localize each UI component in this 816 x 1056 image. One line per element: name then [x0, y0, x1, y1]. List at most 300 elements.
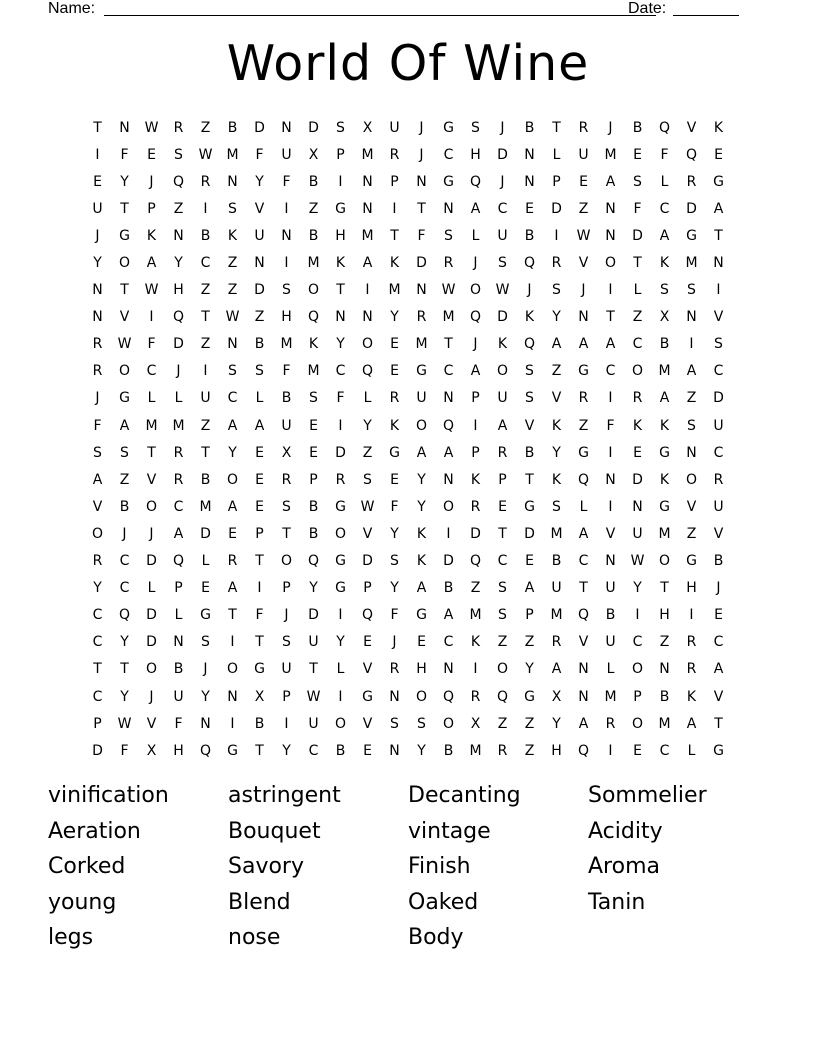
grid-letter: N	[335, 309, 346, 326]
grid-letter: H	[551, 742, 562, 759]
grid-letter: N	[173, 227, 184, 244]
grid-letter: N	[281, 119, 292, 136]
grid-letter: M	[388, 282, 401, 299]
grid-letter: D	[200, 525, 211, 542]
grid-letter: F	[417, 227, 426, 244]
grid-letter: R	[605, 715, 616, 732]
grid-letter: K	[335, 255, 346, 272]
grid-letter: P	[390, 173, 399, 190]
grid-letter: F	[606, 417, 615, 434]
grid-letter: T	[147, 444, 156, 461]
grid-letter: Z	[254, 309, 265, 326]
grid-letter: R	[227, 553, 238, 570]
grid-letter: W	[441, 282, 456, 299]
grid-letter: G	[416, 607, 427, 624]
grid-letter: E	[147, 146, 156, 163]
grid-letter: U	[389, 119, 400, 136]
grid-letter: M	[307, 255, 320, 272]
word-list-item: young	[48, 889, 117, 915]
grid-letter: O	[91, 525, 104, 542]
grid-letter: R	[416, 309, 427, 326]
grid-letter: C	[497, 553, 508, 570]
grid-letter: V	[362, 525, 373, 542]
grid-letter: J	[149, 525, 154, 542]
grid-letter: S	[498, 607, 507, 624]
word-list-item: vintage	[408, 818, 491, 844]
grid-letter: Y	[417, 498, 426, 515]
word-list-item: vinification	[48, 783, 169, 808]
grid-letter: S	[363, 471, 372, 488]
grid-letter: N	[92, 282, 103, 299]
grid-letter: K	[497, 336, 508, 353]
grid-letter: I	[338, 688, 343, 705]
grid-letter: M	[550, 607, 563, 624]
grid-letter: Y	[552, 715, 561, 732]
grid-row	[84, 304, 732, 331]
grid-letter: C	[443, 363, 454, 380]
grid-letter: D	[92, 742, 103, 759]
grid-letter: E	[309, 444, 318, 461]
grid-letter: J	[95, 390, 100, 407]
grid-letter: S	[228, 363, 237, 380]
grid-letter: T	[255, 634, 264, 651]
grid-letter: N	[416, 173, 427, 190]
grid-letter: J	[473, 336, 478, 353]
grid-letter: D	[362, 553, 373, 570]
grid-letter: V	[551, 390, 562, 407]
date-line	[673, 15, 739, 16]
grid-letter: Y	[390, 580, 399, 597]
grid-letter: S	[336, 119, 345, 136]
grid-letter: U	[92, 200, 103, 217]
grid-row	[84, 710, 732, 737]
grid-letter: C	[92, 607, 103, 624]
grid-letter: S	[498, 580, 507, 597]
grid-letter: Y	[201, 688, 210, 705]
grid-letter: M	[199, 498, 212, 515]
grid-letter: R	[686, 634, 697, 651]
grid-letter: B	[524, 119, 535, 136]
grid-letter: Q	[442, 688, 455, 705]
grid-letter: Z	[227, 282, 238, 299]
grid-letter: G	[362, 688, 373, 705]
grid-letter: N	[416, 282, 427, 299]
grid-letter: P	[282, 580, 291, 597]
grid-letter: M	[469, 742, 482, 759]
grid-letter: W	[144, 119, 159, 136]
word-list-item: Tanin	[588, 889, 646, 915]
grid-letter: T	[714, 715, 723, 732]
grid-row	[84, 683, 732, 710]
grid-letter: X	[551, 688, 562, 705]
word-list-item: Acidity	[588, 818, 663, 844]
grid-letter: R	[92, 553, 103, 570]
grid-letter: C	[146, 363, 157, 380]
grid-letter: I	[203, 200, 208, 217]
grid-letter: P	[633, 688, 642, 705]
grid-letter: B	[200, 471, 211, 488]
word-list-item: Corked	[48, 854, 126, 880]
grid-letter: C	[443, 634, 454, 651]
grid-letter: C	[632, 634, 643, 651]
grid-letter: P	[282, 688, 291, 705]
word-list-item: Decanting	[408, 783, 521, 808]
grid-row	[84, 412, 732, 439]
grid-letter: S	[525, 363, 534, 380]
grid-letter: R	[713, 471, 724, 488]
grid-letter: A	[470, 363, 481, 380]
grid-letter: L	[606, 661, 615, 678]
grid-letter: Y	[228, 444, 237, 461]
grid-letter: G	[389, 444, 400, 461]
word-list-item: Oaked	[408, 889, 479, 915]
grid-letter: K	[659, 255, 670, 272]
grid-letter: J	[716, 580, 721, 597]
grid-letter: L	[147, 390, 156, 407]
grid-letter: O	[442, 498, 455, 515]
grid-letter: W	[117, 715, 132, 732]
grid-letter: P	[525, 607, 534, 624]
grid-letter: M	[361, 227, 374, 244]
grid-letter: I	[608, 444, 613, 461]
grid-letter: B	[308, 173, 319, 190]
grid-letter: A	[227, 580, 238, 597]
grid-letter: T	[390, 227, 399, 244]
grid-letter: B	[443, 742, 454, 759]
grid-letter: I	[446, 525, 451, 542]
grid-letter: S	[660, 282, 669, 299]
grid-letter: I	[608, 390, 613, 407]
grid-letter: W	[576, 227, 591, 244]
grid-letter: Z	[173, 200, 184, 217]
grid-row	[84, 656, 732, 683]
grid-letter: M	[145, 417, 158, 434]
grid-letter: V	[362, 661, 373, 678]
grid-row	[84, 249, 732, 276]
grid-row	[84, 602, 732, 629]
grid-letter: N	[605, 471, 616, 488]
grid-letter: O	[415, 417, 428, 434]
grid-letter: N	[605, 553, 616, 570]
grid-letter: Y	[417, 471, 426, 488]
grid-letter: E	[309, 417, 318, 434]
grid-letter: E	[525, 200, 534, 217]
grid-letter: N	[119, 119, 130, 136]
grid-letter: J	[95, 227, 100, 244]
grid-letter: G	[713, 742, 724, 759]
grid-letter: I	[230, 634, 235, 651]
grid-letter: S	[552, 282, 561, 299]
grid-letter: T	[120, 282, 129, 299]
grid-letter: S	[228, 200, 237, 217]
word-list-item: Bouquet	[228, 818, 321, 844]
grid-letter: P	[93, 715, 102, 732]
grid-letter: E	[417, 634, 426, 651]
grid-letter: C	[632, 336, 643, 353]
grid-letter: J	[149, 688, 154, 705]
grid-letter: K	[146, 227, 157, 244]
grid-letter: Z	[497, 715, 508, 732]
grid-letter: C	[578, 553, 589, 570]
grid-letter: A	[173, 525, 184, 542]
grid-letter: I	[689, 607, 694, 624]
grid-letter: A	[119, 417, 130, 434]
grid-letter: O	[361, 336, 374, 353]
grid-letter: O	[118, 363, 131, 380]
grid-letter: Y	[309, 580, 318, 597]
grid-letter: O	[145, 498, 158, 515]
grid-letter: H	[659, 607, 670, 624]
grid-letter: L	[174, 390, 183, 407]
grid-letter: D	[443, 553, 454, 570]
page-title: World Of Wine	[226, 35, 590, 92]
grid-letter: Z	[119, 471, 130, 488]
grid-letter: R	[92, 336, 103, 353]
grid-letter: Y	[282, 742, 291, 759]
grid-letter: B	[335, 742, 346, 759]
grid-letter: Z	[551, 363, 562, 380]
grid-letter: B	[281, 390, 292, 407]
word-list-item: astringent	[228, 783, 341, 808]
grid-letter: R	[686, 661, 697, 678]
grid-letter: I	[689, 336, 694, 353]
grid-letter: U	[416, 390, 427, 407]
grid-letter: T	[660, 580, 669, 597]
grid-letter: Z	[524, 715, 535, 732]
grid-letter: C	[713, 444, 724, 461]
grid-letter: J	[419, 119, 424, 136]
grid-letter: G	[659, 498, 670, 515]
grid-letter: L	[147, 580, 156, 597]
grid-letter: Z	[686, 390, 697, 407]
grid-letter: Z	[200, 336, 211, 353]
grid-letter: D	[632, 227, 643, 244]
grid-letter: C	[659, 200, 670, 217]
grid-row	[84, 385, 732, 412]
grid-letter: C	[335, 363, 346, 380]
grid-letter: S	[417, 715, 426, 732]
grid-letter: C	[227, 390, 238, 407]
grid-letter: A	[578, 715, 589, 732]
grid-letter: I	[284, 715, 289, 732]
grid-letter: O	[496, 363, 509, 380]
grid-letter: Q	[523, 336, 536, 353]
grid-letter: Y	[255, 173, 264, 190]
grid-letter: B	[551, 553, 562, 570]
grid-row	[84, 141, 732, 168]
grid-letter: R	[281, 471, 292, 488]
word-list-item: Sommelier	[588, 783, 707, 808]
grid-letter: G	[659, 444, 670, 461]
grid-letter: B	[605, 607, 616, 624]
grid-letter: N	[362, 200, 373, 217]
grid-letter: O	[334, 715, 347, 732]
grid-letter: R	[497, 742, 508, 759]
grid-letter: N	[443, 471, 454, 488]
grid-letter: I	[284, 200, 289, 217]
grid-letter: G	[416, 363, 427, 380]
grid-letter: G	[578, 363, 589, 380]
grid-letter: O	[226, 471, 239, 488]
grid-letter: J	[176, 363, 181, 380]
grid-letter: N	[686, 309, 697, 326]
grid-letter: B	[308, 498, 319, 515]
grid-letter: I	[284, 255, 289, 272]
grid-letter: K	[470, 634, 481, 651]
grid-letter: L	[201, 553, 210, 570]
grid-letter: Y	[552, 309, 561, 326]
grid-letter: O	[415, 688, 428, 705]
grid-letter: Y	[120, 634, 129, 651]
grid-letter: S	[93, 444, 102, 461]
grid-letter: O	[118, 255, 131, 272]
grid-letter: P	[498, 471, 507, 488]
grid-letter: C	[497, 200, 508, 217]
grid-letter: J	[419, 146, 424, 163]
grid-letter: B	[524, 444, 535, 461]
grid-letter: R	[443, 255, 454, 272]
grid-letter: D	[146, 607, 157, 624]
grid-letter: G	[254, 661, 265, 678]
grid-letter: V	[146, 715, 157, 732]
grid-letter: A	[686, 715, 697, 732]
grid-letter: N	[389, 688, 400, 705]
grid-letter: S	[309, 390, 318, 407]
grid-letter: R	[551, 255, 562, 272]
grid-letter: R	[389, 146, 400, 163]
grid-letter: A	[605, 173, 616, 190]
grid-letter: T	[255, 553, 264, 570]
grid-letter: A	[362, 255, 373, 272]
grid-letter: S	[255, 363, 264, 380]
grid-letter: T	[606, 309, 615, 326]
grid-letter: L	[336, 661, 345, 678]
grid-letter: S	[120, 444, 129, 461]
letter-grid	[84, 114, 732, 764]
grid-letter: M	[226, 146, 239, 163]
grid-letter: A	[443, 444, 454, 461]
grid-letter: P	[471, 444, 480, 461]
grid-letter: E	[255, 498, 264, 515]
grid-letter: L	[363, 390, 372, 407]
grid-letter: D	[713, 390, 724, 407]
grid-letter: Q	[469, 553, 482, 570]
grid-letter: Z	[308, 200, 319, 217]
grid-letter: L	[552, 146, 561, 163]
grid-letter: N	[254, 255, 265, 272]
grid-letter: D	[173, 336, 184, 353]
grid-letter: D	[308, 119, 319, 136]
grid-letter: D	[146, 553, 157, 570]
grid-letter: S	[633, 173, 642, 190]
grid-letter: I	[149, 309, 154, 326]
grid-letter: M	[658, 525, 671, 542]
grid-letter: Q	[172, 553, 185, 570]
grid-row	[84, 439, 732, 466]
grid-letter: T	[228, 607, 237, 624]
grid-row	[84, 331, 732, 358]
grid-letter: O	[685, 471, 698, 488]
grid-letter: V	[362, 715, 373, 732]
grid-letter: S	[498, 255, 507, 272]
grid-letter: P	[363, 580, 372, 597]
grid-letter: H	[416, 661, 427, 678]
grid-letter: V	[119, 309, 130, 326]
grid-letter: P	[336, 146, 345, 163]
grid-letter: Z	[524, 742, 535, 759]
grid-letter: A	[659, 227, 670, 244]
grid-letter: Y	[525, 661, 534, 678]
grid-letter: G	[443, 119, 454, 136]
grid-letter: T	[498, 525, 507, 542]
grid-letter: G	[443, 173, 454, 190]
grid-letter: S	[525, 390, 534, 407]
grid-letter: F	[120, 146, 129, 163]
grid-letter: V	[254, 200, 265, 217]
grid-letter: Q	[469, 309, 482, 326]
grid-letter: T	[255, 742, 264, 759]
grid-letter: S	[552, 498, 561, 515]
word-list-item: nose	[228, 925, 281, 951]
grid-letter: R	[686, 173, 697, 190]
grid-letter: N	[227, 336, 238, 353]
grid-letter: B	[119, 498, 130, 515]
grid-letter: Y	[120, 688, 129, 705]
grid-letter: Q	[577, 607, 590, 624]
grid-letter: E	[525, 553, 534, 570]
grid-letter: J	[122, 525, 127, 542]
header	[48, 0, 748, 20]
grid-letter: J	[473, 255, 478, 272]
grid-letter: O	[631, 363, 644, 380]
grid-letter: X	[254, 688, 265, 705]
grid-letter: I	[554, 227, 559, 244]
grid-letter: F	[282, 173, 291, 190]
grid-letter: V	[605, 525, 616, 542]
grid-letter: R	[497, 444, 508, 461]
grid-row	[84, 358, 732, 385]
grid-letter: N	[443, 390, 454, 407]
grid-letter: K	[416, 525, 427, 542]
grid-letter: W	[117, 336, 132, 353]
grid-letter: T	[417, 200, 426, 217]
grid-letter: O	[307, 282, 320, 299]
grid-letter: W	[144, 282, 159, 299]
grid-letter: N	[443, 200, 454, 217]
grid-letter: T	[201, 444, 210, 461]
grid-letter: M	[280, 336, 293, 353]
grid-letter: S	[390, 715, 399, 732]
grid-letter: X	[146, 742, 157, 759]
grid-letter: Q	[577, 742, 590, 759]
grid-row	[84, 277, 732, 304]
grid-letter: A	[686, 363, 697, 380]
grid-letter: G	[335, 200, 346, 217]
grid-letter: Q	[118, 607, 131, 624]
grid-letter: A	[578, 525, 589, 542]
grid-letter: I	[473, 661, 478, 678]
name-label: Name:	[48, 0, 96, 17]
grid-letter: Y	[336, 336, 345, 353]
grid-letter: A	[713, 200, 724, 217]
grid-letter: L	[255, 390, 264, 407]
word-list-item: Aroma	[588, 854, 660, 880]
grid-letter: U	[497, 390, 508, 407]
grid-letter: M	[658, 715, 671, 732]
grid-letter: C	[659, 742, 670, 759]
grid-letter: U	[281, 417, 292, 434]
grid-letter: X	[470, 715, 481, 732]
